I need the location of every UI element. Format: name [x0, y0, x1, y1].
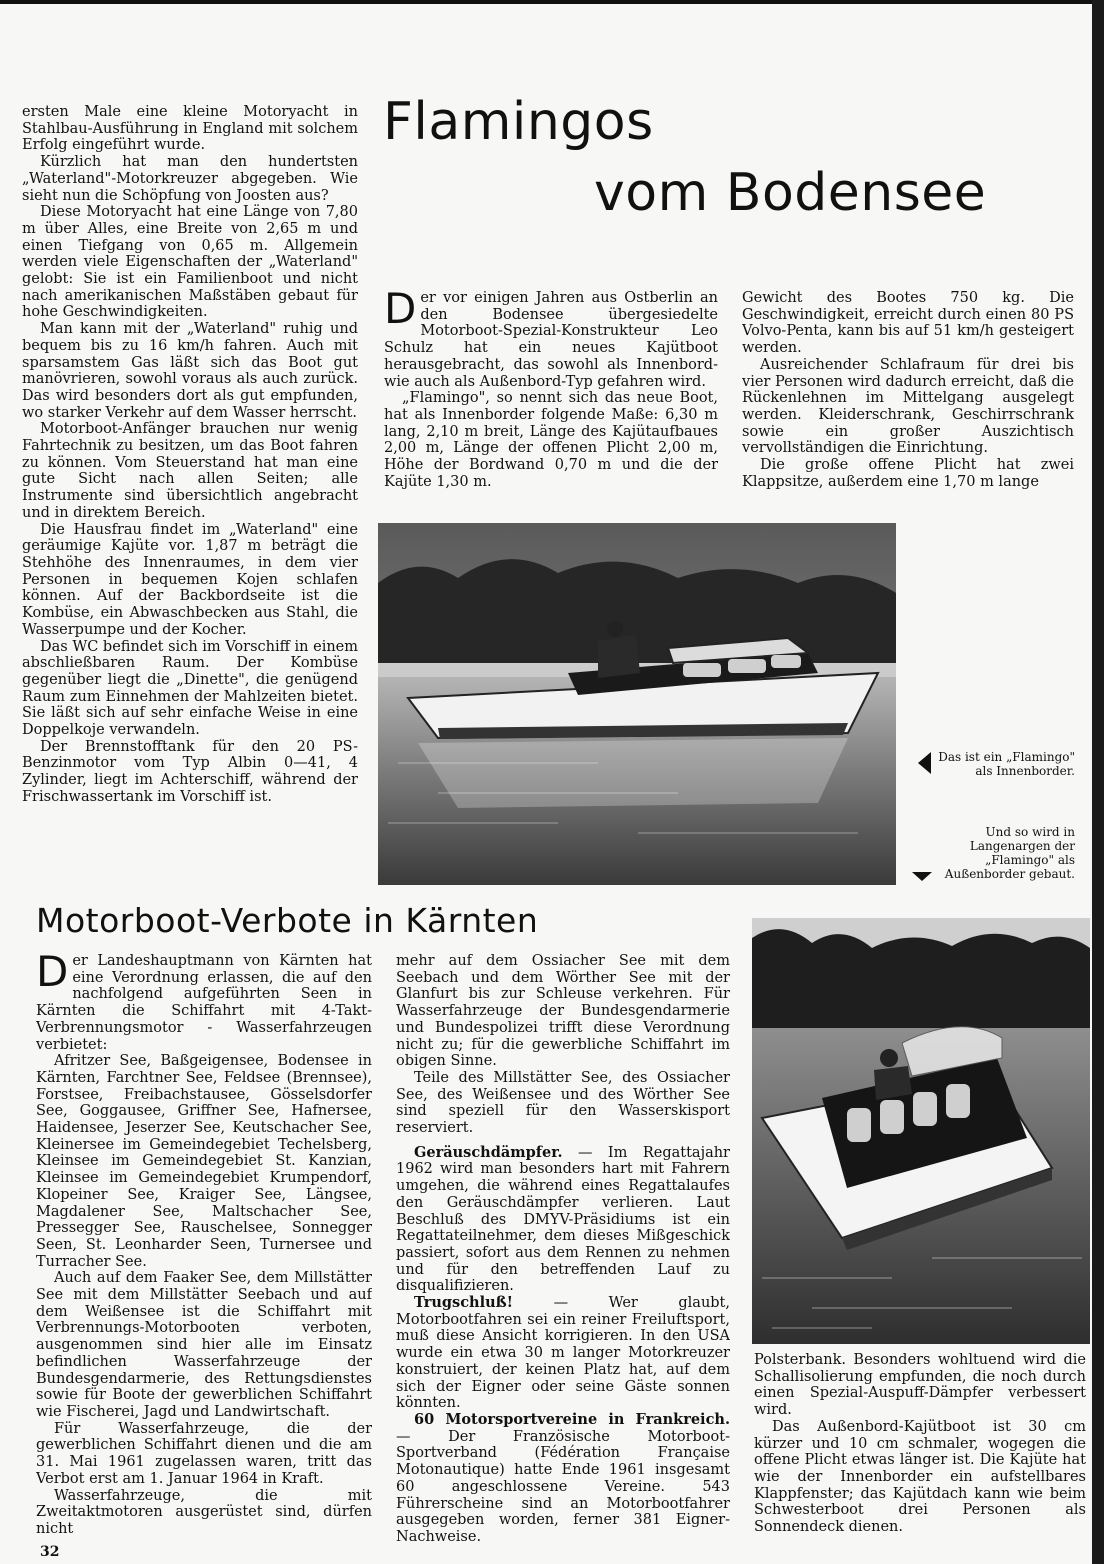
article1-continued-column	[754, 1352, 1086, 1544]
drop-cap: D	[36, 953, 69, 996]
paragraph: Gewicht des Bootes 750 kg. Die Geschwindigkeit, erreicht durch einen 80 PS Volvo-Penta, kann bis auf 51 km/h gesteigert werden.	[742, 290, 1074, 357]
paragraph: „Flamingo", so nennt sich das neue Boot, hat als Innenborder folgende Maße: 6,30 m lang, 2,10 m breit, Länge des Kajütaufbaues 2,00 m, Länge der offenen Plicht 2,00 m, Höhe der Bordwand 0,70 m und die der Kajüte 1,30 m.	[384, 390, 718, 490]
paragraph: Diese Motoryacht hat eine Länge von 7,80 m über Alles, eine Breite von 2,65 m und einen Tiefgang von 0,65 m. Allgemein werden viele Eigenschaften der „Waterland" gelobt: Sie ist ein Familienboot und nicht nach amerikanischen Maßstäben gebaut für hohe Geschwindigkeiten.	[22, 204, 358, 321]
article1-right-column	[742, 290, 1074, 490]
article2-column-1	[36, 953, 372, 1543]
flamingo-outboard-photo	[752, 918, 1090, 1344]
article1-left-column	[22, 104, 358, 890]
note-heading: Trugschluß!	[414, 1294, 514, 1312]
paragraph: Die große offene Plicht hat zwei Klappsitze, außerdem eine 1,70 m lange	[742, 457, 1074, 490]
paragraph: ersten Male eine kleine Motoryacht in Stahlbau-Ausführung in England mit solchem Erfolg eingeführt wurde.	[22, 104, 358, 154]
flamingo-inboard-photo	[378, 523, 896, 885]
paragraph: Das WC befindet sich im Vorschiff in einem abschließbaren Raum. Der Kombüse gegenüber liegt die „Dinette", die genügend Raum zum Einnehmen der Mahlzeiten bietet. Sie läßt sich auf sehr einfache Weise in eine Doppelkoje verwandeln.	[22, 638, 358, 739]
caption-outboard: Und so wird in Langenargen der „Flamingo" als Außenborder gebaut.	[944, 825, 1075, 881]
top-rule	[0, 0, 1104, 4]
paragraph: Der Landeshauptmann von Kärnten hat eine Verordnung erlassen, die auf den nachfolgend aufgeführten Seen in Kärnten die Schiffahrt mit 4-Takt-Verbrennungsmotor - Wasserfahrzeugen verbietet:	[36, 953, 372, 1053]
note-paragraph: Geräuschdämpfer. — Im Regattajahr 1962 wird man besonders hart mit Fahrern umgehen, die während eines Regattalaufes den Geräuschdämpfer verlieren. Laut Beschluß des DMYV-Präsidiums ist ein Regattateilnehmer, dem dieses Mißgeschick passiert, sofort aus dem Rennen zu nehmen und für den betreffenden Lauf zu disqualifizieren.	[396, 1143, 730, 1295]
paragraph: Der Brennstofftank für den 20 PS-Benzinmotor vom Typ Albin 0—41, 4 Zylinder, liegt im Achterschiff, während der Frischwassertank im Vorschiff ist.	[22, 738, 358, 805]
article1-title-line1: Flamingos	[383, 92, 654, 152]
paragraph: Ausreichender Schlafraum für drei bis vier Personen wird dadurch erreicht, daß die Rückenlehnen im Mittelgang ausgelegt werden. Kleiderschrank, Geschirrschrank sowie ein großer Auszichtisch vervollständigen die Einrichtung.	[742, 356, 1074, 457]
caption-arrow-left	[918, 752, 931, 774]
boat-image	[752, 918, 1090, 1344]
article1-title-line2: vom Bodensee	[594, 163, 987, 223]
paragraph: Die Hausfrau findet im „Waterland" eine geräumige Kajüte vor. 1,87 m beträgt die Stehhöhe des Innenraumes, in dem vier Personen in bequemen Kojen schlafen können. Auf der Backbordseite ist die Kombüse, ein Abwaschbecken aus Stahl, die Wasserpumpe und der Kocher.	[22, 521, 358, 638]
paragraph: Der vor einigen Jahren aus Ostberlin an den Bodensee übergesiedelte Motorboot-Spezial-Konstrukteur Leo Schulz hat ein neues Kajütboot herausgebracht, das sowohl als Innenbord- wie auch als Außenbord-Typ gefahren wird.	[384, 290, 718, 390]
paragraph: Kürzlich hat man den hundertsten „Waterland"-Motorkreuzer abgegeben. Wie sieht nun die Schöpfung von Joosten aus?	[22, 154, 358, 204]
boat-image	[378, 523, 896, 885]
paragraph: Das Außenbord-Kajütboot ist 30 cm kürzer und 10 cm schmaler, wogegen die offene Plicht etwas länger ist. Die Kajüte hat wie der Innenborder ein aufstellbares Klappfenster; das Kajütdach kann wie beim Schwesterboot drei Personen als Sonnendeck dienen.	[754, 1418, 1086, 1536]
page-number: 32	[40, 1544, 60, 1560]
page-edge-bar	[1092, 0, 1104, 1564]
paragraph: Motorboot-Anfänger brauchen nur wenig Fahrtechnik zu besitzen, um das Boot fahren zu können. Vom Steuerstand hat man eine gute Sicht nach allen Seiten; alle Instrumente sind übersichtlich angebracht und in direktem Bereich.	[22, 421, 358, 521]
article2-column-2	[396, 953, 730, 1543]
article1-middle-column	[384, 290, 718, 490]
note-paragraph: 60 Motorsportvereine in Frankreich. — Der Französische Motorboot-Sportverband (Fédération Française Motonautique) hatte Ende 1961 insgesamt 60 angeschlossene Vereine. 543 Führerscheine sind an Motorbootfahrer ausgegeben worden, ferner 381 Eigner-Nachweise.	[396, 1410, 730, 1543]
paragraph: Für Wasserfahrzeuge, die der gewerblichen Schiffahrt dienen und die am 31. Mai 1961 zugelassen waren, tritt das Verbot erst am 1. Januar 1964 in Kraft.	[36, 1420, 372, 1487]
article2-title: Motorboot-Verbote in Kärnten	[36, 901, 539, 940]
paragraph: Man kann mit der „Waterland" ruhig und bequem bis zu 16 km/h fahren. Auch mit sparsamstem Gas läßt sich das Boot gut manövrieren, sowohl voraus als auch zurück. Das wird besonders dort als gut empfunden, wo starker Verkehr auf dem Wasser herrscht.	[22, 321, 358, 421]
caption-arrow-down	[912, 872, 932, 881]
caption-inboard: Das ist ein „Flamingo" als Innenborder.	[938, 750, 1075, 778]
note-paragraph: Trugschluß! — Wer glaubt, Motorbootfahren sei ein reiner Freiluftsport, muß diese Ansicht korrigieren. In den USA wurde ein etwa 30 m langer Motorkreuzer konstruiert, der keinen Platz hat, auf dem sich der Eigner oder seine Gäste sonnen könnten.	[396, 1294, 730, 1412]
drop-cap: D	[384, 290, 417, 333]
paragraph: Auch auf dem Faaker See, dem Millstätter See mit dem Millstätter Seebach und auf dem Weißensee ist die Schiffahrt mit Verbrennungs-Motorbooten verboten, ausgenommen sind hier alle im Einsatz befindlichen Wasserfahrzeuge der Bundesgendarmerie, des Rettungsdienstes sowie für Boote der gewerblichen Schiffahrt wie Fischerei, Jagd und Landwirtschaft.	[36, 1270, 372, 1420]
paragraph: Wasserfahrzeuge, die mit Zweitaktmotoren ausgerüstet sind, dürfen nicht	[36, 1487, 372, 1537]
note-heading: Geräuschdämpfer.	[414, 1143, 563, 1161]
note-heading: 60 Motorsportvereine in Frankreich.	[414, 1410, 730, 1428]
paragraph: Teile des Millstätter See, des Ossiacher See, des Weißensee und des Wörther See sind speziell für den Wasserskisport reserviert.	[396, 1069, 730, 1137]
paragraph: mehr auf dem Ossiacher See mit dem Seebach und dem Wörther See mit der Glanfurt bis zur Schleuse verkehren. Für Wasserfahrzeuge der Bundesgendarmerie und Bundespolizei trifft diese Verordnung nicht zu; für die gewerbliche Schiffahrt im obigen Sinne.	[396, 953, 730, 1070]
paragraph: Afritzer See, Baßgeigensee, Bodensee in Kärnten, Farchtner See, Feldsee (Brennsee), Forstsee, Freibachstausee, Gösselsdorfer See, Goggausee, Griffner See, Hafnersee, Haidensee, Jeserzer See, Keutschacher See, Kleinersee im Gemeindegebiet Techelsberg, Kleinsee im Gemeindegebiet St. Kanzian, Kleinsee im Gemeindegebiet Krumpendorf, Klopeiner See, Kraiger See, Längsee, Magdalener See, Maltschacher See, Pressegger See, Rauschelsee, Sonnegger Seen, St. Leonharder Seen, Turnersee und Turracher See.	[36, 1053, 372, 1270]
paragraph: Polsterbank. Besonders wohltuend wird die Schallisolierung empfunden, die noch durch einen Spezial-Auspuff-Dämpfer verbessert wird.	[754, 1352, 1086, 1419]
